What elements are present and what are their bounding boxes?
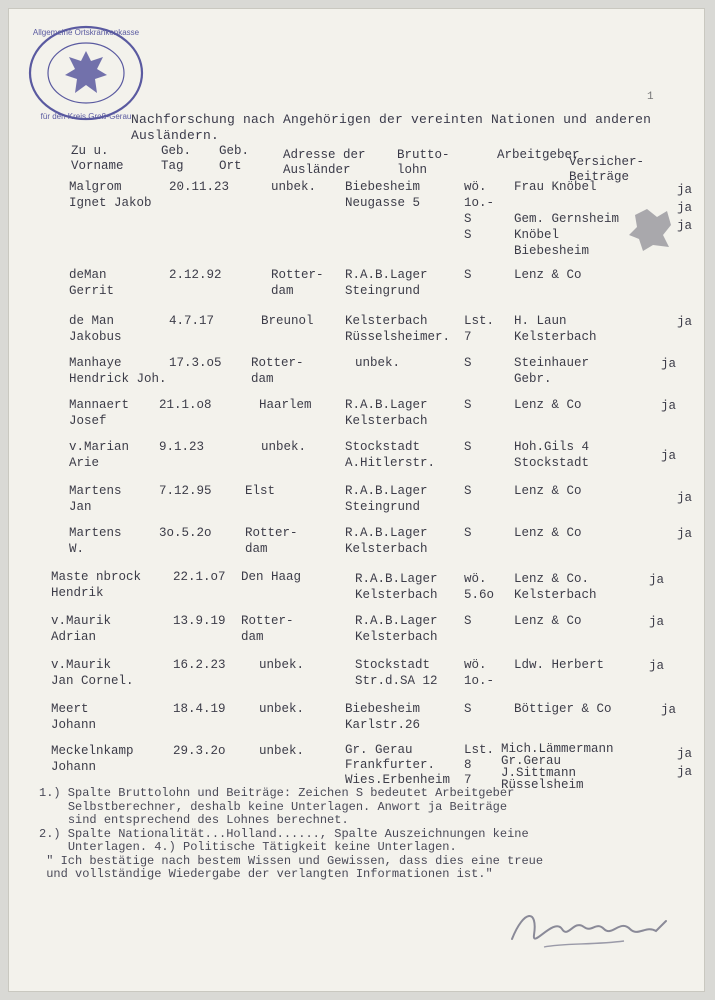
cell-name: v.Maurik Jan Cornel. bbox=[51, 658, 134, 688]
document-heading: Nachforschung nach Angehörigen der vereinten Nationen und anderen Ausländern. bbox=[131, 112, 652, 143]
cell-place: Haarlem bbox=[259, 398, 312, 412]
cell-wage: wö. 1o.- S S bbox=[464, 180, 495, 242]
cell-place: unbek. bbox=[271, 180, 317, 194]
cell-name: Meckelnkamp Johann bbox=[51, 744, 134, 774]
cell-name: Martens W. bbox=[69, 526, 122, 556]
cell-date: 20.11.23 bbox=[169, 180, 230, 194]
cell-employer: Lenz & Co bbox=[514, 268, 582, 282]
cell-address: R.A.B.Lager Steingrund bbox=[345, 268, 428, 298]
cell-name: deMan Gerrit bbox=[69, 268, 115, 298]
cell-date: 9.1.23 bbox=[159, 440, 205, 454]
cell-wage: S bbox=[464, 398, 472, 412]
footnotes bbox=[39, 787, 679, 882]
cell-place: Rotter- dam bbox=[245, 526, 298, 556]
cell-name: Manhaye Hendrick Joh. bbox=[69, 356, 167, 386]
cell-insurance: ja ja ja bbox=[677, 183, 693, 233]
cell-employer: Steinhauer Gebr. bbox=[514, 356, 590, 386]
cell-insurance: ja bbox=[661, 449, 677, 463]
cell-date: 21.1.o8 bbox=[159, 398, 212, 412]
cell-place: Rotter- dam bbox=[271, 268, 324, 298]
cell-employer: Lenz & Co bbox=[514, 484, 582, 498]
cell-wage: wö. 5.6o bbox=[464, 572, 495, 602]
handwritten-signature bbox=[504, 899, 674, 959]
cell-employer: H. Laun Kelsterbach bbox=[514, 314, 597, 344]
cell-employer: Böttiger & Co bbox=[514, 702, 612, 716]
col-header-date: Geb. Tag bbox=[161, 144, 192, 173]
cell-employer: Lenz & Co bbox=[514, 526, 582, 540]
cell-name: Maste nbrock Hendrik bbox=[51, 570, 142, 600]
cell-wage: S bbox=[464, 440, 472, 454]
cell-place: Breunol bbox=[261, 314, 314, 328]
cell-name: Meert Johann bbox=[51, 702, 97, 732]
cell-insurance: ja bbox=[661, 399, 677, 413]
cell-wage: S bbox=[464, 614, 472, 628]
cell-address: Stockstadt A.Hitlerstr. bbox=[345, 440, 436, 470]
svg-text:für den Kreis Groß-Gerau: für den Kreis Groß-Gerau bbox=[40, 112, 132, 121]
cell-address: R.A.B.Lager Steingrund bbox=[345, 484, 428, 514]
cell-date: 4.7.17 bbox=[169, 314, 215, 328]
cell-date: 3o.5.2o bbox=[159, 526, 212, 540]
cell-place: Den Haag bbox=[241, 570, 302, 584]
cell-date: 13.9.19 bbox=[173, 614, 226, 628]
cell-employer: Mich.Lämmermann Gr.Gerau J.Sittmann Rüsselsheim bbox=[501, 742, 614, 792]
cell-wage: S bbox=[464, 484, 472, 498]
cell-insurance: ja bbox=[677, 315, 693, 329]
cell-date: 16.2.23 bbox=[173, 658, 226, 672]
cell-address: R.A.B.Lager Kelsterbach bbox=[355, 572, 438, 602]
cell-employer: Lenz & Co bbox=[514, 614, 582, 628]
cell-employer: Lenz & Co bbox=[514, 398, 582, 412]
col-header-insurance: Versicher- Beiträge bbox=[569, 155, 645, 184]
cell-address: Kelsterbach Rüsselsheimer. bbox=[345, 314, 451, 344]
col-header-name: Zu u. Vorname bbox=[71, 144, 124, 173]
col-header-wage: Brutto- lohn bbox=[397, 148, 450, 177]
cell-address: R.A.B.Lager Kelsterbach bbox=[355, 614, 438, 644]
cell-date: 18.4.19 bbox=[173, 702, 226, 716]
corner-mark: 1 bbox=[647, 91, 654, 103]
svg-text:Allgemeine Ortskrankenkasse: Allgemeine Ortskrankenkasse bbox=[32, 28, 140, 37]
cell-name: v.Maurik Adrian bbox=[51, 614, 112, 644]
cell-wage: S bbox=[464, 526, 472, 540]
cell-place: unbek. bbox=[259, 658, 305, 672]
cell-name: Martens Jan bbox=[69, 484, 122, 514]
cell-insurance: ja bbox=[649, 615, 665, 629]
col-header-address: Adresse der Ausländer bbox=[283, 148, 366, 177]
cell-address: Stockstadt Str.d.SA 12 bbox=[355, 658, 438, 688]
cell-place: Rotter- dam bbox=[241, 614, 294, 644]
insurance-office-stamp bbox=[27, 23, 145, 123]
cell-date: 7.12.95 bbox=[159, 484, 212, 498]
cell-address: unbek. bbox=[355, 356, 401, 370]
footnote-2: 2.) Spalte Nationalität...Holland......, Spalte Auszeichnungen keine Unterlagen. 4.) Politische Tätigkeit keine Unterlagen. bbox=[39, 826, 529, 854]
cell-address: Gr. Gerau Frankfurter. Wies.Erbenheim bbox=[345, 743, 451, 787]
cell-place: unbek. bbox=[261, 440, 307, 454]
cell-place: Rotter- dam bbox=[251, 356, 304, 386]
cell-address: Biebesheim Karlstr.26 bbox=[345, 702, 421, 732]
cell-date: 29.3.2o bbox=[173, 744, 226, 758]
cell-insurance: ja bbox=[661, 357, 677, 371]
cell-wage: S bbox=[464, 356, 472, 370]
cell-name: de Man Jakobus bbox=[69, 314, 122, 344]
cell-employer: Hoh.Gils 4 Stockstadt bbox=[514, 440, 590, 470]
cell-date: 22.1.o7 bbox=[173, 570, 226, 584]
cell-place: unbek. bbox=[259, 702, 305, 716]
col-header-firm: Arbeitgeber bbox=[497, 148, 580, 162]
cell-insurance: ja bbox=[677, 527, 693, 541]
cell-wage: Lst. 8 7 bbox=[464, 743, 495, 787]
cell-insurance: ja bbox=[649, 573, 665, 587]
col-header-place: Geb. Ort bbox=[219, 144, 250, 173]
cell-address: R.A.B.Lager Kelsterbach bbox=[345, 526, 428, 556]
cell-address: Biebesheim Neugasse 5 bbox=[345, 180, 421, 210]
cell-insurance: ja ja bbox=[677, 747, 693, 779]
cell-wage: wö. 1o.- bbox=[464, 658, 495, 688]
cell-name: Mannaert Josef bbox=[69, 398, 130, 428]
cell-place: Elst bbox=[245, 484, 276, 498]
cell-employer: Lenz & Co. Kelsterbach bbox=[514, 572, 597, 602]
cell-name: v.Marian Arie bbox=[69, 440, 130, 470]
cell-insurance: ja bbox=[661, 703, 677, 717]
cell-place: unbek. bbox=[259, 744, 305, 758]
cell-name: Malgrom Ignet Jakob bbox=[69, 180, 152, 210]
cell-date: 2.12.92 bbox=[169, 268, 222, 282]
cell-employer: Frau Knöbel Gem. Gernsheim Knöbel Biebesheim bbox=[514, 180, 620, 258]
cell-wage: S bbox=[464, 268, 472, 282]
cell-employer: Ldw. Herbert bbox=[514, 658, 605, 672]
document-page bbox=[8, 8, 705, 992]
cell-insurance: ja bbox=[649, 659, 665, 673]
cell-date: 17.3.o5 bbox=[169, 356, 222, 370]
ink-blot bbox=[627, 205, 675, 255]
certification-statement: " Ich bestätige nach bestem Wissen und Gewissen, dass dies eine treue und vollständige Wiedergabe der verlangten Informationen ist." bbox=[46, 853, 544, 881]
cell-insurance: ja bbox=[677, 491, 693, 505]
footnote-1: 1.) Spalte Bruttolohn und Beiträge: Zeichen S bedeutet Arbeitgeber Selbstberechner, deshalb keine Unterlagen. Anwort ja Beiträge sind entsprechend des Lohnes berechnet. bbox=[39, 786, 515, 827]
cell-wage: S bbox=[464, 702, 472, 716]
cell-wage: Lst. 7 bbox=[464, 314, 495, 344]
cell-address: R.A.B.Lager Kelsterbach bbox=[345, 398, 428, 428]
